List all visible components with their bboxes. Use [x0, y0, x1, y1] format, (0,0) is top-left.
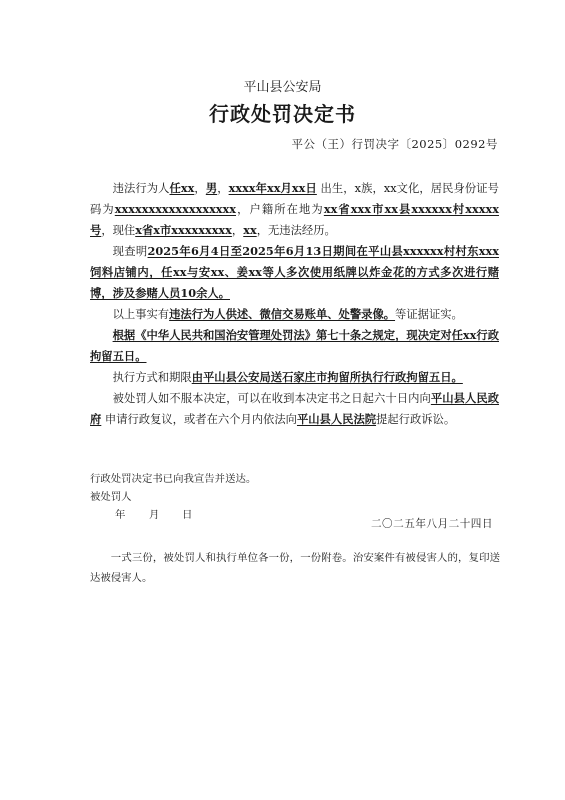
evidence-text: 违法行为人供述、微信交易账单、处警录像。	[169, 307, 396, 321]
day-label: 日	[182, 509, 193, 521]
document-number: 平公（王）行罚决字〔2025〕0292号	[291, 137, 498, 151]
text: ，	[217, 182, 229, 195]
text: 以上事实有	[112, 308, 170, 321]
court-name: 平山县人民法院	[296, 412, 377, 426]
offender-hukou: xx省xxx市xx县xxxxxx村xxxxx号	[90, 202, 499, 237]
evidence-paragraph	[90, 304, 499, 325]
offender-residence: x省x市xxxxxxxxx	[135, 223, 232, 237]
offender-gender: 男	[205, 181, 218, 195]
text: 执行方式和期限	[112, 371, 192, 384]
recipient-signature-label: 被处罚人	[90, 491, 132, 503]
decision-paragraph	[90, 325, 499, 367]
document-title: 行政处罚决定书	[209, 102, 356, 126]
text: ，	[194, 182, 206, 195]
facts-paragraph	[90, 241, 499, 304]
text: ，无违法经历。	[256, 224, 336, 237]
offender-id-number: xxxxxxxxxxxxxxxxxx	[114, 202, 237, 216]
text: 出生，x族，xx文化，居民身份证号码为	[90, 182, 499, 216]
facts-text: 2025年6月4日至2025年6月13日期间在平山县xxxxxx村村东xxx饲料店铺内，任xx与安xx、姜xx等人多次使用纸牌以炸金花的方式多次进行赌博，涉及参赌人员10余人。	[90, 244, 499, 300]
text: ，户籍所在地为	[236, 203, 324, 216]
delivery-statement: 行政处罚决定书已向我宣告并送达。	[90, 473, 257, 485]
text: 被处罚人如不服本决定，可以在收到本决定书之日起六十日内向	[112, 392, 431, 405]
offender-occupation: xx	[243, 223, 257, 237]
text: 现查明	[112, 245, 148, 258]
copies-note: 一式三份，被处罚人和执行单位各一份，一份附卷。治安案件有被侵害人的，复印送达被侵害人。	[90, 552, 500, 584]
offender-info-paragraph	[90, 178, 499, 241]
execution-paragraph	[90, 367, 499, 388]
year-label: 年	[115, 509, 126, 521]
signature-date-fields	[115, 506, 192, 521]
text: 等证据证实。	[395, 308, 463, 321]
appeal-paragraph	[90, 388, 499, 430]
text: ，现住	[101, 224, 136, 237]
text: 申请行政复议，或者在六个月内依法向	[101, 413, 297, 426]
offender-name: 任xx	[169, 181, 195, 195]
month-label: 月	[149, 509, 160, 521]
text: ，	[231, 224, 244, 237]
execution-method: 由平山县公安局送石家庄市拘留所执行行政拘留五日。	[191, 370, 463, 384]
review-authority: 平山县人民政府	[90, 391, 499, 426]
decision-body	[90, 178, 499, 430]
issue-date: 二〇二五年八月二十四日	[370, 518, 493, 530]
text: 违法行为人	[112, 182, 170, 195]
text: 提起行政诉讼。	[376, 413, 456, 426]
offender-birthdate: xxxx年xx月xx日	[228, 181, 317, 195]
issuing-agency: 平山县公安局	[243, 80, 322, 95]
decision-text: 根据《中华人民共和国治安管理处罚法》第七十条之规定，现决定对任xx行政拘留五日。	[90, 328, 499, 363]
